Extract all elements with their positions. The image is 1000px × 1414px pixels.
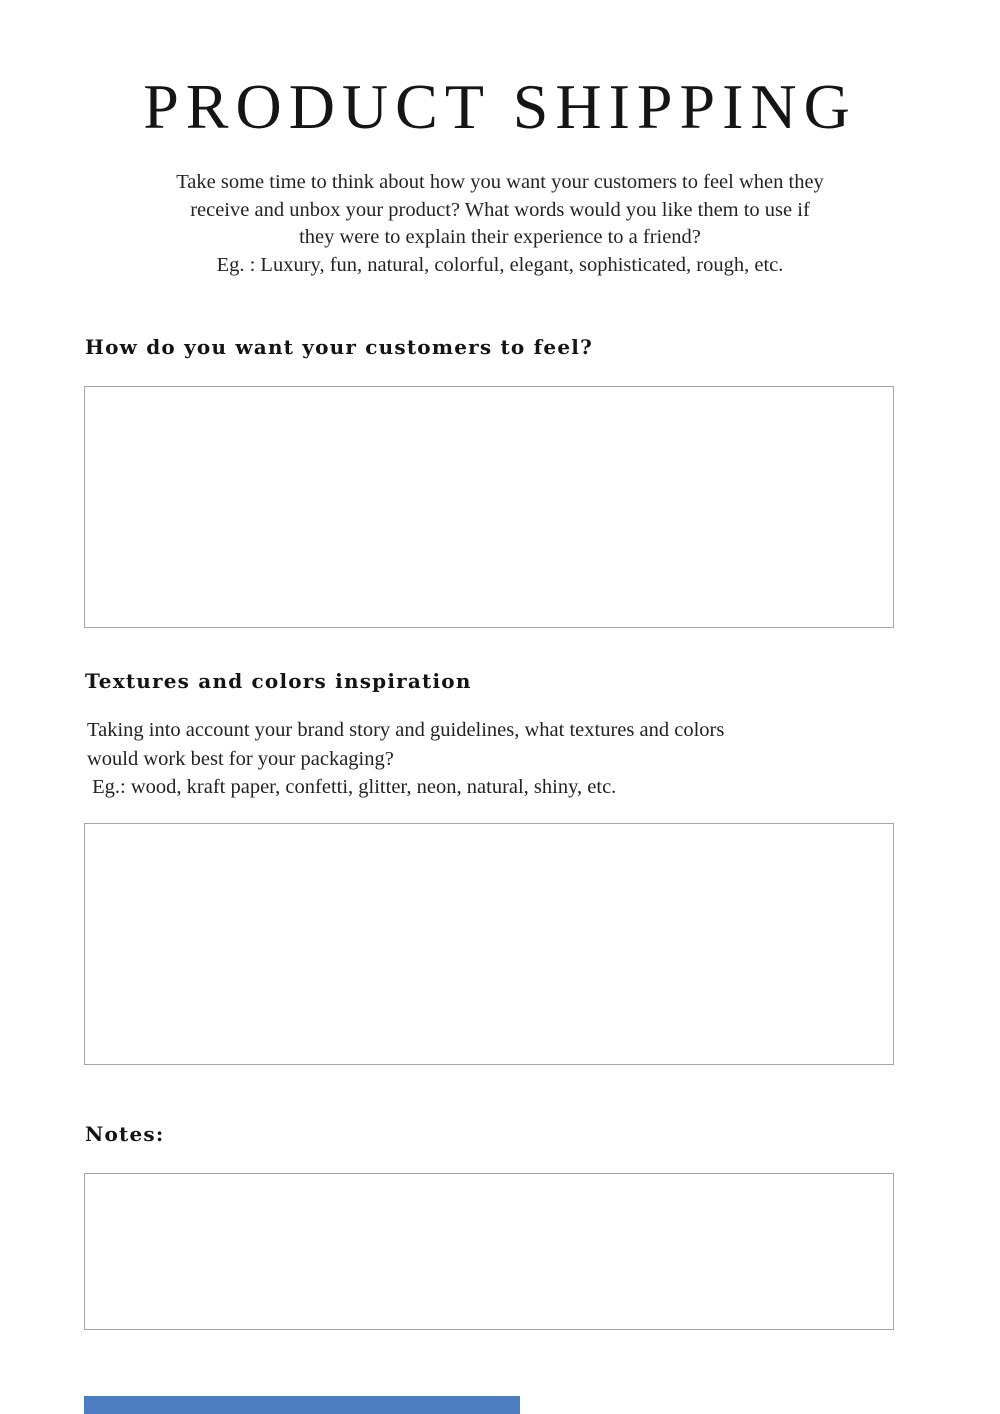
- notes-input[interactable]: [84, 1173, 894, 1330]
- text-line: Eg.: wood, kraft paper, confetti, glitter, neon, natural, shiny, etc.: [87, 776, 617, 798]
- text-line: Eg. : Luxury, fun, natural, colorful, elegant, sophisticated, rough, etc.: [216, 253, 784, 276]
- text-line: receive and unbox your product? What words would you like them to use if: [190, 198, 810, 221]
- textures-colors-input[interactable]: [84, 823, 894, 1065]
- text-line: they were to explain their experience to a friend?: [299, 226, 701, 248]
- textures-description: [87, 716, 724, 802]
- bottom-accent-bar: [84, 1396, 520, 1414]
- intro-text: [0, 169, 1000, 279]
- text-line: Take some time to think about how you want your customers to feel when they: [176, 171, 824, 193]
- text-line: Taking into account your brand story and guidelines, what textures and colors: [87, 719, 725, 741]
- page-title: PRODUCT SHIPPING: [143, 71, 857, 142]
- notes-heading: Notes:: [85, 1122, 165, 1146]
- section-heading-customers-feel: How do you want your customers to feel?: [85, 335, 594, 359]
- section-heading-textures: Textures and colors inspiration: [85, 669, 472, 693]
- customers-feel-input[interactable]: [84, 386, 894, 628]
- text-line: would work best for your packaging?: [87, 747, 394, 770]
